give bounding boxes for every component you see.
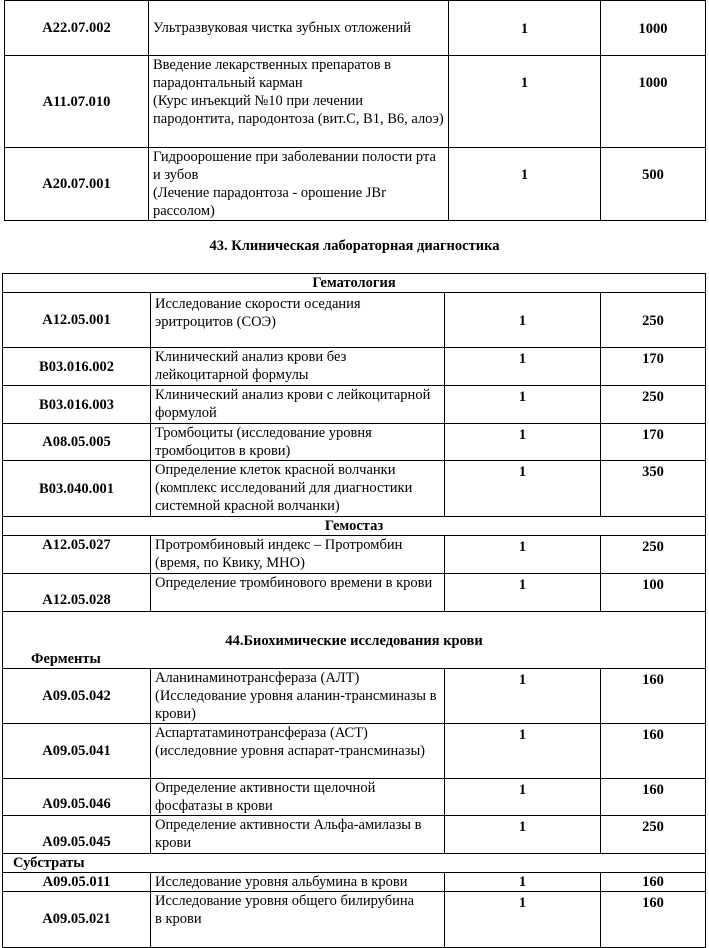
service-name: Введение лекарственных препаратов в парадонтальный карман (Курс инъекций №10 при лечении пародонтита, пародонтоза (вит.С, В1, В6, алоэ) xyxy=(149,56,449,148)
service-code: A12.05.001 xyxy=(3,293,151,348)
service-price: 160 xyxy=(601,668,706,723)
service-price: 170 xyxy=(601,348,706,386)
service-price: 160 xyxy=(601,891,706,947)
service-name: Определение клеток красной волчанки (комплекс исследований для диагностики системной красной волчанки) xyxy=(151,461,445,517)
service-name: Определение тромбинового времени в крови xyxy=(151,574,445,612)
table-row xyxy=(3,461,706,517)
service-price: 250 xyxy=(601,293,706,348)
service-qty: 1 xyxy=(445,574,601,612)
service-code: A12.05.027 xyxy=(3,536,151,574)
service-code: A09.05.011 xyxy=(3,872,151,891)
service-price: 160 xyxy=(601,778,706,815)
service-name: Протромбиновый индекс – Протромбин (время, по Квику, МНО) xyxy=(151,536,445,574)
section-44-title: 44.Биохимические исследования крови xyxy=(3,612,706,650)
service-name: Исследование скорости оседания эритроцитов (СОЭ) xyxy=(151,293,445,348)
table-row xyxy=(3,574,706,612)
service-price: 250 xyxy=(601,536,706,574)
service-name: Тромбоциты (исследование уровня тромбоцитов в крови) xyxy=(151,424,445,461)
section-43-title: 43. Клиническая лабораторная диагностика xyxy=(209,238,500,254)
service-qty: 1 xyxy=(445,461,601,517)
subsection-row xyxy=(3,853,706,872)
lab-services-table xyxy=(2,273,706,948)
service-code: B03.040.001 xyxy=(3,461,151,517)
service-qty: 1 xyxy=(445,668,601,723)
table-row xyxy=(5,148,706,221)
service-code: A09.05.042 xyxy=(3,668,151,723)
service-name: Гидроорошение при заболевании полости рта и зубов (Лечение парадонтоза - орошение JBr рассолом) xyxy=(149,148,449,221)
service-code: A20.07.001 xyxy=(5,148,149,221)
service-price: 170 xyxy=(601,424,706,461)
table-row xyxy=(3,723,706,778)
subsection-row xyxy=(3,650,706,669)
subsection-row xyxy=(3,517,706,536)
service-code: A09.05.041 xyxy=(3,723,151,778)
top-services-table xyxy=(4,0,706,221)
service-qty: 1 xyxy=(449,148,601,221)
table-row xyxy=(3,778,706,815)
service-code: A22.07.002 xyxy=(5,1,149,56)
service-qty: 1 xyxy=(445,293,601,348)
service-price: 160 xyxy=(601,872,706,891)
service-name: Исследование уровня общего билирубина в крови xyxy=(151,891,445,947)
service-code: A12.05.028 xyxy=(3,574,151,612)
subsection-row xyxy=(3,274,706,293)
table-row xyxy=(3,293,706,348)
table-row xyxy=(3,815,706,853)
service-price: 250 xyxy=(601,386,706,424)
section-row xyxy=(3,612,706,650)
service-price: 250 xyxy=(601,815,706,853)
service-price: 1000 xyxy=(601,56,706,148)
table-row xyxy=(3,386,706,424)
service-qty: 1 xyxy=(445,891,601,947)
service-price: 1000 xyxy=(601,1,706,56)
service-name: Клинический анализ крови без лейкоцитарной формулы xyxy=(151,348,445,386)
service-name: Ультразвуковая чистка зубных отложений xyxy=(149,1,449,56)
hematology-heading: Гематология xyxy=(3,274,706,293)
service-name: Определение активности щелочной фосфатазы в крови xyxy=(151,778,445,815)
table-row xyxy=(3,424,706,461)
table-row xyxy=(3,536,706,574)
table-row xyxy=(5,1,706,56)
table-row xyxy=(3,348,706,386)
service-code: A09.05.045 xyxy=(3,815,151,853)
service-qty: 1 xyxy=(445,723,601,778)
table-row xyxy=(3,891,706,947)
service-name: Клинический анализ крови с лейкоцитарной формулой xyxy=(151,386,445,424)
service-qty: 1 xyxy=(445,778,601,815)
service-price: 350 xyxy=(601,461,706,517)
table-row xyxy=(3,872,706,891)
service-qty: 1 xyxy=(445,815,601,853)
service-qty: 1 xyxy=(445,386,601,424)
service-price: 500 xyxy=(601,148,706,221)
table-row xyxy=(5,56,706,148)
service-name: Аланинаминотрансфераза (АЛТ) (Исследование уровня аланин-трансминазы в крови) xyxy=(151,668,445,723)
service-code: B03.016.002 xyxy=(3,348,151,386)
service-qty: 1 xyxy=(445,424,601,461)
service-code: A11.07.010 xyxy=(5,56,149,148)
service-price: 160 xyxy=(601,723,706,778)
service-code: A09.05.046 xyxy=(3,778,151,815)
substrates-heading: Субстраты xyxy=(3,853,706,872)
service-code: B03.016.003 xyxy=(3,386,151,424)
service-code: A08.05.005 xyxy=(3,424,151,461)
service-name: Аспартатаминотрансфераза (АСТ) (исследовние уровня аспарат-трансминазы) xyxy=(151,723,445,778)
service-price: 100 xyxy=(601,574,706,612)
enzymes-heading: Ферменты xyxy=(3,650,706,669)
service-qty: 1 xyxy=(445,536,601,574)
service-qty: 1 xyxy=(445,348,601,386)
service-code: A09.05.021 xyxy=(3,891,151,947)
table-row xyxy=(3,668,706,723)
service-qty: 1 xyxy=(445,872,601,891)
hemostasis-heading: Гемостаз xyxy=(3,517,706,536)
service-qty: 1 xyxy=(449,1,601,56)
service-qty: 1 xyxy=(449,56,601,148)
service-name: Исследование уровня альбумина в крови xyxy=(151,872,445,891)
service-name: Определение активности Альфа-амилазы в крови xyxy=(151,815,445,853)
